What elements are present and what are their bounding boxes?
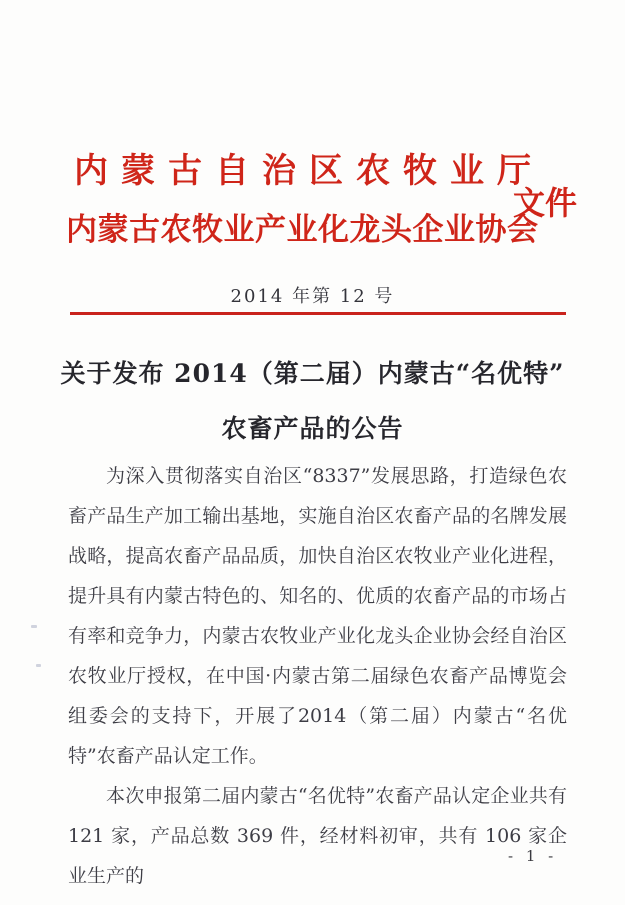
document-title-line1: 关于发布 2014（第二届）内蒙古“名优特” [60, 359, 565, 388]
document-title-line2: 农畜产品的公告 [221, 414, 404, 443]
body-paragraph-1: 为深入贯彻落实自治区“8337”发展思路，打造绿色农畜产品生产加工输出基地，实施自治区农畜产品的名牌发展战略，提高农畜产品品质，加快自治区农牧业产业化进程，提升具有内蒙古特色的、知名的、优质的农畜产品的市场占有率和竞争力，内蒙古农牧业产业化龙头企业协会经自治区农牧业厅授权，在中国·内蒙古第二届绿色农畜产品博览会组委会的支持下，开展了2014（第二届）内蒙古“名优特”农畜产品认定工作。 [68, 465, 567, 767]
document-body [68, 456, 567, 896]
page-number: - 1 - [508, 847, 558, 865]
scan-artifact [31, 625, 37, 628]
body-paragraph-2: 本次申报第二届内蒙古“名优特”农畜产品认定企业共有 121 家，产品总数 369 件，经材料初审，共有 106 家企业生产的 [68, 785, 567, 887]
document-type-label: 文件 [513, 184, 578, 222]
issuer-name-line1: 内蒙古自治区农牧业厅 [74, 151, 544, 191]
issuer-name-line2: 内蒙古农牧业产业化龙头企业协会 [66, 212, 539, 248]
document-title [0, 346, 625, 456]
red-divider-line [70, 312, 566, 315]
document-number: 2014 年第 12 号 [230, 286, 395, 307]
scan-artifact [36, 664, 41, 667]
